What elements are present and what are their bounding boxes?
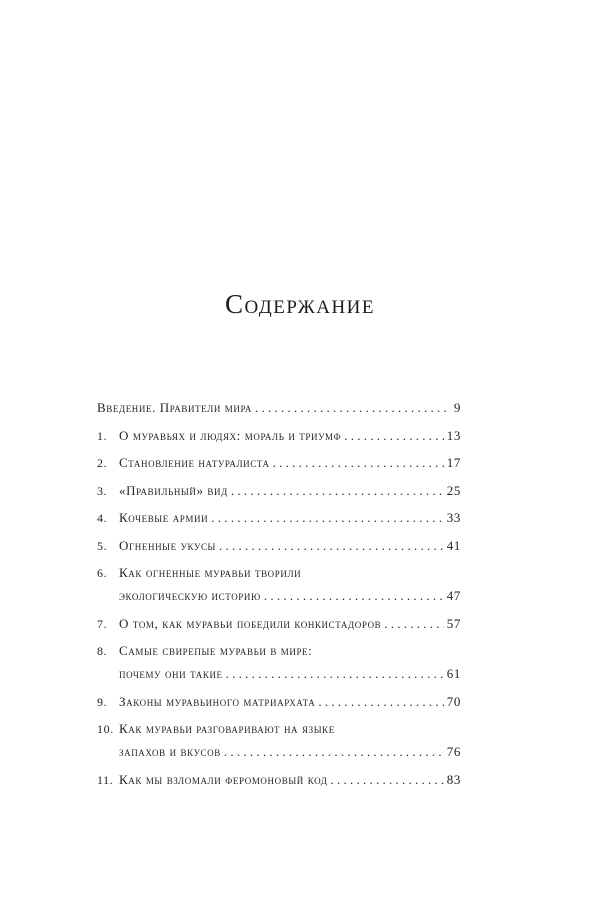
toc-entry-11[interactable] [97, 768, 461, 791]
toc-entry-title: Самые свирепые муравьи в мире: [119, 643, 313, 658]
page-title: Содержание [224, 289, 376, 319]
toc-entry-title-continued: экологическую историю [119, 588, 261, 603]
toc-page-number: 57 [446, 615, 461, 631]
toc-entry-7[interactable] [97, 612, 461, 635]
dot-leader [219, 534, 444, 557]
dot-leader [264, 584, 444, 607]
toc-entry-5[interactable] [97, 534, 461, 557]
dot-leader [211, 506, 444, 529]
dot-leader [226, 662, 444, 685]
dot-leader [231, 479, 444, 502]
toc-page-number: 17 [446, 455, 461, 470]
dot-leader [318, 690, 443, 713]
toc-entry-2[interactable] [97, 451, 461, 474]
dot-leader [384, 612, 444, 635]
toc-entry-title: Огненные укусы [119, 537, 217, 553]
toc-entry-4[interactable] [97, 506, 461, 529]
toc-entry-title: О муравьях и людях: мораль и триумф [119, 427, 342, 443]
dot-leader [344, 424, 444, 447]
toc-entry-introduction[interactable] [97, 396, 461, 419]
toc-entry-title: Кочевые армии [119, 510, 209, 525]
toc-chapter-number: 4. [97, 511, 108, 525]
toc-entry-title: Как огненные муравьи творили [119, 565, 302, 580]
toc-page-number: 76 [446, 744, 461, 759]
dot-leader [273, 451, 444, 474]
toc-page-number: 61 [446, 666, 461, 681]
toc-chapter-number: 6. [97, 566, 108, 580]
dot-leader [255, 396, 451, 419]
toc-entry-title: «Правильный» вид [119, 482, 228, 498]
toc-page-number: 41 [446, 537, 461, 553]
toc-chapter-number: 2. [97, 456, 108, 470]
toc-chapter-number: 8. [97, 644, 108, 658]
toc-page-number: 13 [446, 427, 461, 443]
toc-page-number: 25 [446, 482, 461, 498]
toc-entry-1[interactable] [97, 424, 461, 447]
toc-entry-title-continued: почему они такие [119, 666, 223, 681]
toc-entry-6[interactable] [97, 561, 461, 607]
dot-leader [331, 768, 444, 791]
toc-entry-title: Становление натуралиста [119, 455, 270, 470]
dot-leader [224, 740, 444, 763]
toc-page-number: 70 [446, 693, 461, 709]
toc-entry-8[interactable] [97, 639, 461, 685]
toc-chapter-number: 5. [97, 538, 108, 553]
toc-entry-title-continued: запахов и вкусов [119, 744, 221, 759]
toc-entry-3[interactable] [97, 479, 461, 502]
toc-entry-title: Как мы взломали феромоновый код [119, 771, 328, 787]
toc-entry-title: О том, как муравьи победили конкистадоров [119, 615, 382, 631]
toc-chapter-number: 9. [97, 694, 108, 709]
toc-page-number: 9 [453, 400, 461, 415]
toc-chapter-number: 11. [97, 772, 114, 787]
toc-chapter-number: 3. [97, 483, 108, 498]
toc-page-number: 33 [446, 510, 461, 525]
toc-entry-title: Как муравьи разговаривают на языке [119, 721, 335, 736]
toc-chapter-number: 10. [97, 722, 114, 736]
toc-chapter-number: 7. [97, 616, 108, 631]
toc-page-number: 83 [446, 771, 461, 787]
toc-chapter-number: 1. [97, 428, 108, 443]
toc-entry-10[interactable] [97, 717, 461, 763]
toc-entry-title: Введение. Правители мира [97, 400, 253, 415]
toc-entry-title: Законы муравьиного матриархата [119, 693, 316, 709]
table-of-contents [97, 396, 461, 791]
toc-page-number: 47 [446, 588, 461, 603]
toc-entry-9[interactable] [97, 690, 461, 713]
